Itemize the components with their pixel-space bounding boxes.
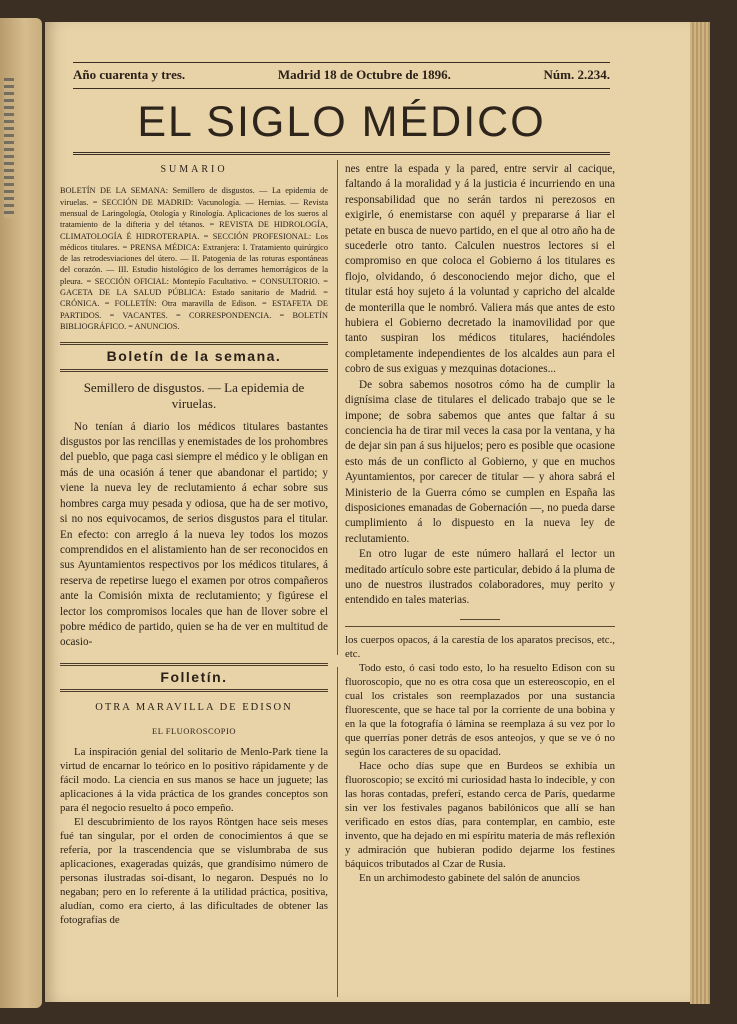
boletin-heading: Boletín de la semana. (60, 342, 328, 371)
serial-right-paragraph-3: Hace ocho días supe que en Burdeos se exhibía un fluoroscopio; se excitó mi curiosidad hasta lo indecible, y con las horas contadas, preferí, estando cerca de París, quedarme sin ver los festivales paganos babilónicos que allí se han verificado en estos días, para contemplar, en cambio, este invento, que ha dejado en mi espíritu materia de más reflexión y admiración que hubieran podido dejarme los festines báquicos tributados al Czar de Rusia. (345, 759, 615, 870)
right-paragraph-3: En otro lugar de este número hallará el lector un meditado artículo sobre este particular, debido á la pluma de uno de nuestros ilustrados colaboradores, muy perito y entendido en tales materias. (345, 548, 615, 607)
article-title: Semillero de disgustos. — La epidemia de viruelas. (83, 379, 305, 411)
folletin-divider (345, 626, 615, 627)
header-rule (73, 88, 610, 89)
folletin-heading: Folletín. (60, 663, 328, 692)
newspaper-page (45, 22, 690, 1002)
facing-page-edge (0, 18, 42, 1008)
serial-title: OTRA MARAVILLA DE EDISON (95, 702, 293, 714)
issue-date: Madrid 18 de Octubre de 1896. (277, 67, 451, 82)
serial-right-paragraph-4: En un archimodesto gabinete del salón de anuncios (359, 871, 580, 884)
volume-year: Año cuarenta y tres. (73, 67, 186, 82)
page-stack-edge (690, 22, 710, 1004)
end-rule (460, 619, 500, 620)
top-rule (73, 62, 610, 63)
serial-paragraph-1: La inspiración genial del solitario de Menlo-Park tiene la virtud de encarnar lo teórico en lo positivo rápidamente y de fácil modo. La ciencia en sus manos se hace un juguete; las aplicaciones á la vida práctica de los grandes conceptos son para él negocio resuelto á poco empeño. (60, 745, 328, 814)
boletin-paragraph: No tenían á diario los médicos titulares bastantes disgustos por las rencillas y enemistades de los prohombres del pueblo, que paga casi siempre el médico y le obligan en más de una ocasión á tener que abandonar el partido; y viene la nueva ley de reclutamiento á echar sobre sus hombres carga muy pesada y odiosa, que ha de ser motivo, si no nos equivocamos, de serios disgustos para el titular. En efecto: con arreglo á la nueva ley todos los mozos comprendidos en el alistamiento han de ser reconocidos en sus Ayuntamientos respectivos por los médicos titulares, á reserva de repetirse luego el examen por otros compañeros ante la Comisión mixta de reclutamiento; y figúrese el lector los compromisos locales que han de llover sobre el pobre médico de partido, quien se ha de ver en multitud de ocasio- (60, 420, 328, 649)
right-column (345, 162, 615, 885)
title-rule (73, 152, 610, 155)
left-column (60, 162, 328, 927)
continued-paragraph: nes entre la espada y la pared, entre servir al cacique, faltando á la moralidad y á la justicia é incurriendo en una responsabilidad que no serán tardos ni perezosos en exigirle, ó enemistarse con aquél y prepararse á liar el petate en busca de nuevo partido, en el que al otro año ha de sucederle otro tanto. Calculen nuestros lectores si el compromiso en que coloca el Gobierno á los titulares es flojo, olvidando, ó desconociendo mejor dicho, que el titular está hoy sujeto á la voluntad y capricho del alcalde de monterilla que le nombró. Valiera más que antes de esto hubiera el Gobierno decretado la inamovilidad por que tanto suspiran los médicos titulares, haciéndoles completamente independientes de los alcaldes aun para el cobro de sus exiguas y mezquinas dotaciones... (345, 163, 615, 376)
serial-paragraph-2: El descubrimiento de los rayos Röntgen hace seis meses fué tan singular, por el orden de conocimientos á que se refería, por la trascendencia que se vislumbraba de sus aplicaciones, exageradas quizás, que grandísimo número de personas ilustradas soi-disant, lo negaron. Después no lo negaban; pero en lo referente á la utilidad práctica, positiva, aludían, como era cierto, á las dificultades de obtener las fotografías de (60, 815, 328, 926)
newspaper-title: EL SIGLO MÉDICO (137, 98, 546, 146)
serial-subtitle: EL FLUOROSCOPIO (152, 725, 236, 736)
issue-number: Núm. 2.234. (543, 67, 610, 82)
masthead-info (73, 67, 610, 83)
right-paragraph-2: De sobra sabemos nosotros cómo ha de cumplir la dignísima clase de titulares el delicado trabajo que se le impone; de sobra sabemos que antes que faltar á su conciencia ha de tirar mil veces la casa por la ventana, y ha de dejar sin pan á sus hijuelos; pero es posible que ocasione esto más de un conflicto al Gobierno, y que en muchos Ayuntamientos, por carecer de titular — y ahora sabrá el Ministerio de la Guerra cómo se cumplen en España las disposiciones emanadas de Gobernación —, no pueda darse cumplimiento á lo dispuesto en la nueva ley de reclutamiento. (345, 378, 615, 545)
column-divider-bottom (337, 667, 338, 997)
serial-right-paragraph-1: los cuerpos opacos, á la carestía de los aparatos precisos, etc., etc. (345, 633, 615, 660)
sumario-heading: SUMARIO (160, 164, 228, 175)
column-divider-top (337, 160, 338, 655)
binding-strip (4, 78, 14, 218)
sumario-text: BOLETÍN DE LA SEMANA: Semillero de disgustos. — La epidemia de viruelas. = SECCIÓN DE MADRID: Vacunología. — Hernias. — Revista mensual de Laringología, Otología y Rinología. Aplicaciones de los sueros al tratamiento de la difteria y del tétanos. = REVISTA DE HIDROLOGÍA, CLIMATOLOGÍA É HIDROTERAPIA. = SECCIÓN PROFESIONAL: Los médicos titulares. = PRENSA MÉDICA: Extranjera: I. Tratamiento quirúrgico de las retrodesviaciones del útero. — II. Patogenia de las roturas espontáneas del corazón. — III. Estudio histológico de los derrames hemorrágicos de la pleura. = SECCIÓN OFICIAL: Montepío Facultativo. = CONSULTORIO. = GACETA DE LA SALUD PÚBLICA: Estado sanitario de Madrid. = CRÓNICA. = FOLLETÍN: Otra maravilla de Edison. = ESTAFETA DE PARTIDOS. = VACANTES. = CORRESPONDENCIA. = BOLETÍN BIBLIOGRÁFICO. = ANUNCIOS. (60, 186, 328, 331)
serial-right-paragraph-2: Todo esto, ó casi todo esto, lo ha resuelto Edison con su fluoroscopio, que no es otra cosa que un estereoscopio, en el cual los cristales son reemplazados por una sustancia fluorescente, que se hace tal por la corriente de una bobina y en la que la fotografía ó lámina se reemplaza á su vez por lo que querrías poner detrás de esos anteojos, y que se ve ó no según los caracteres de su opacidad. (345, 661, 615, 758)
